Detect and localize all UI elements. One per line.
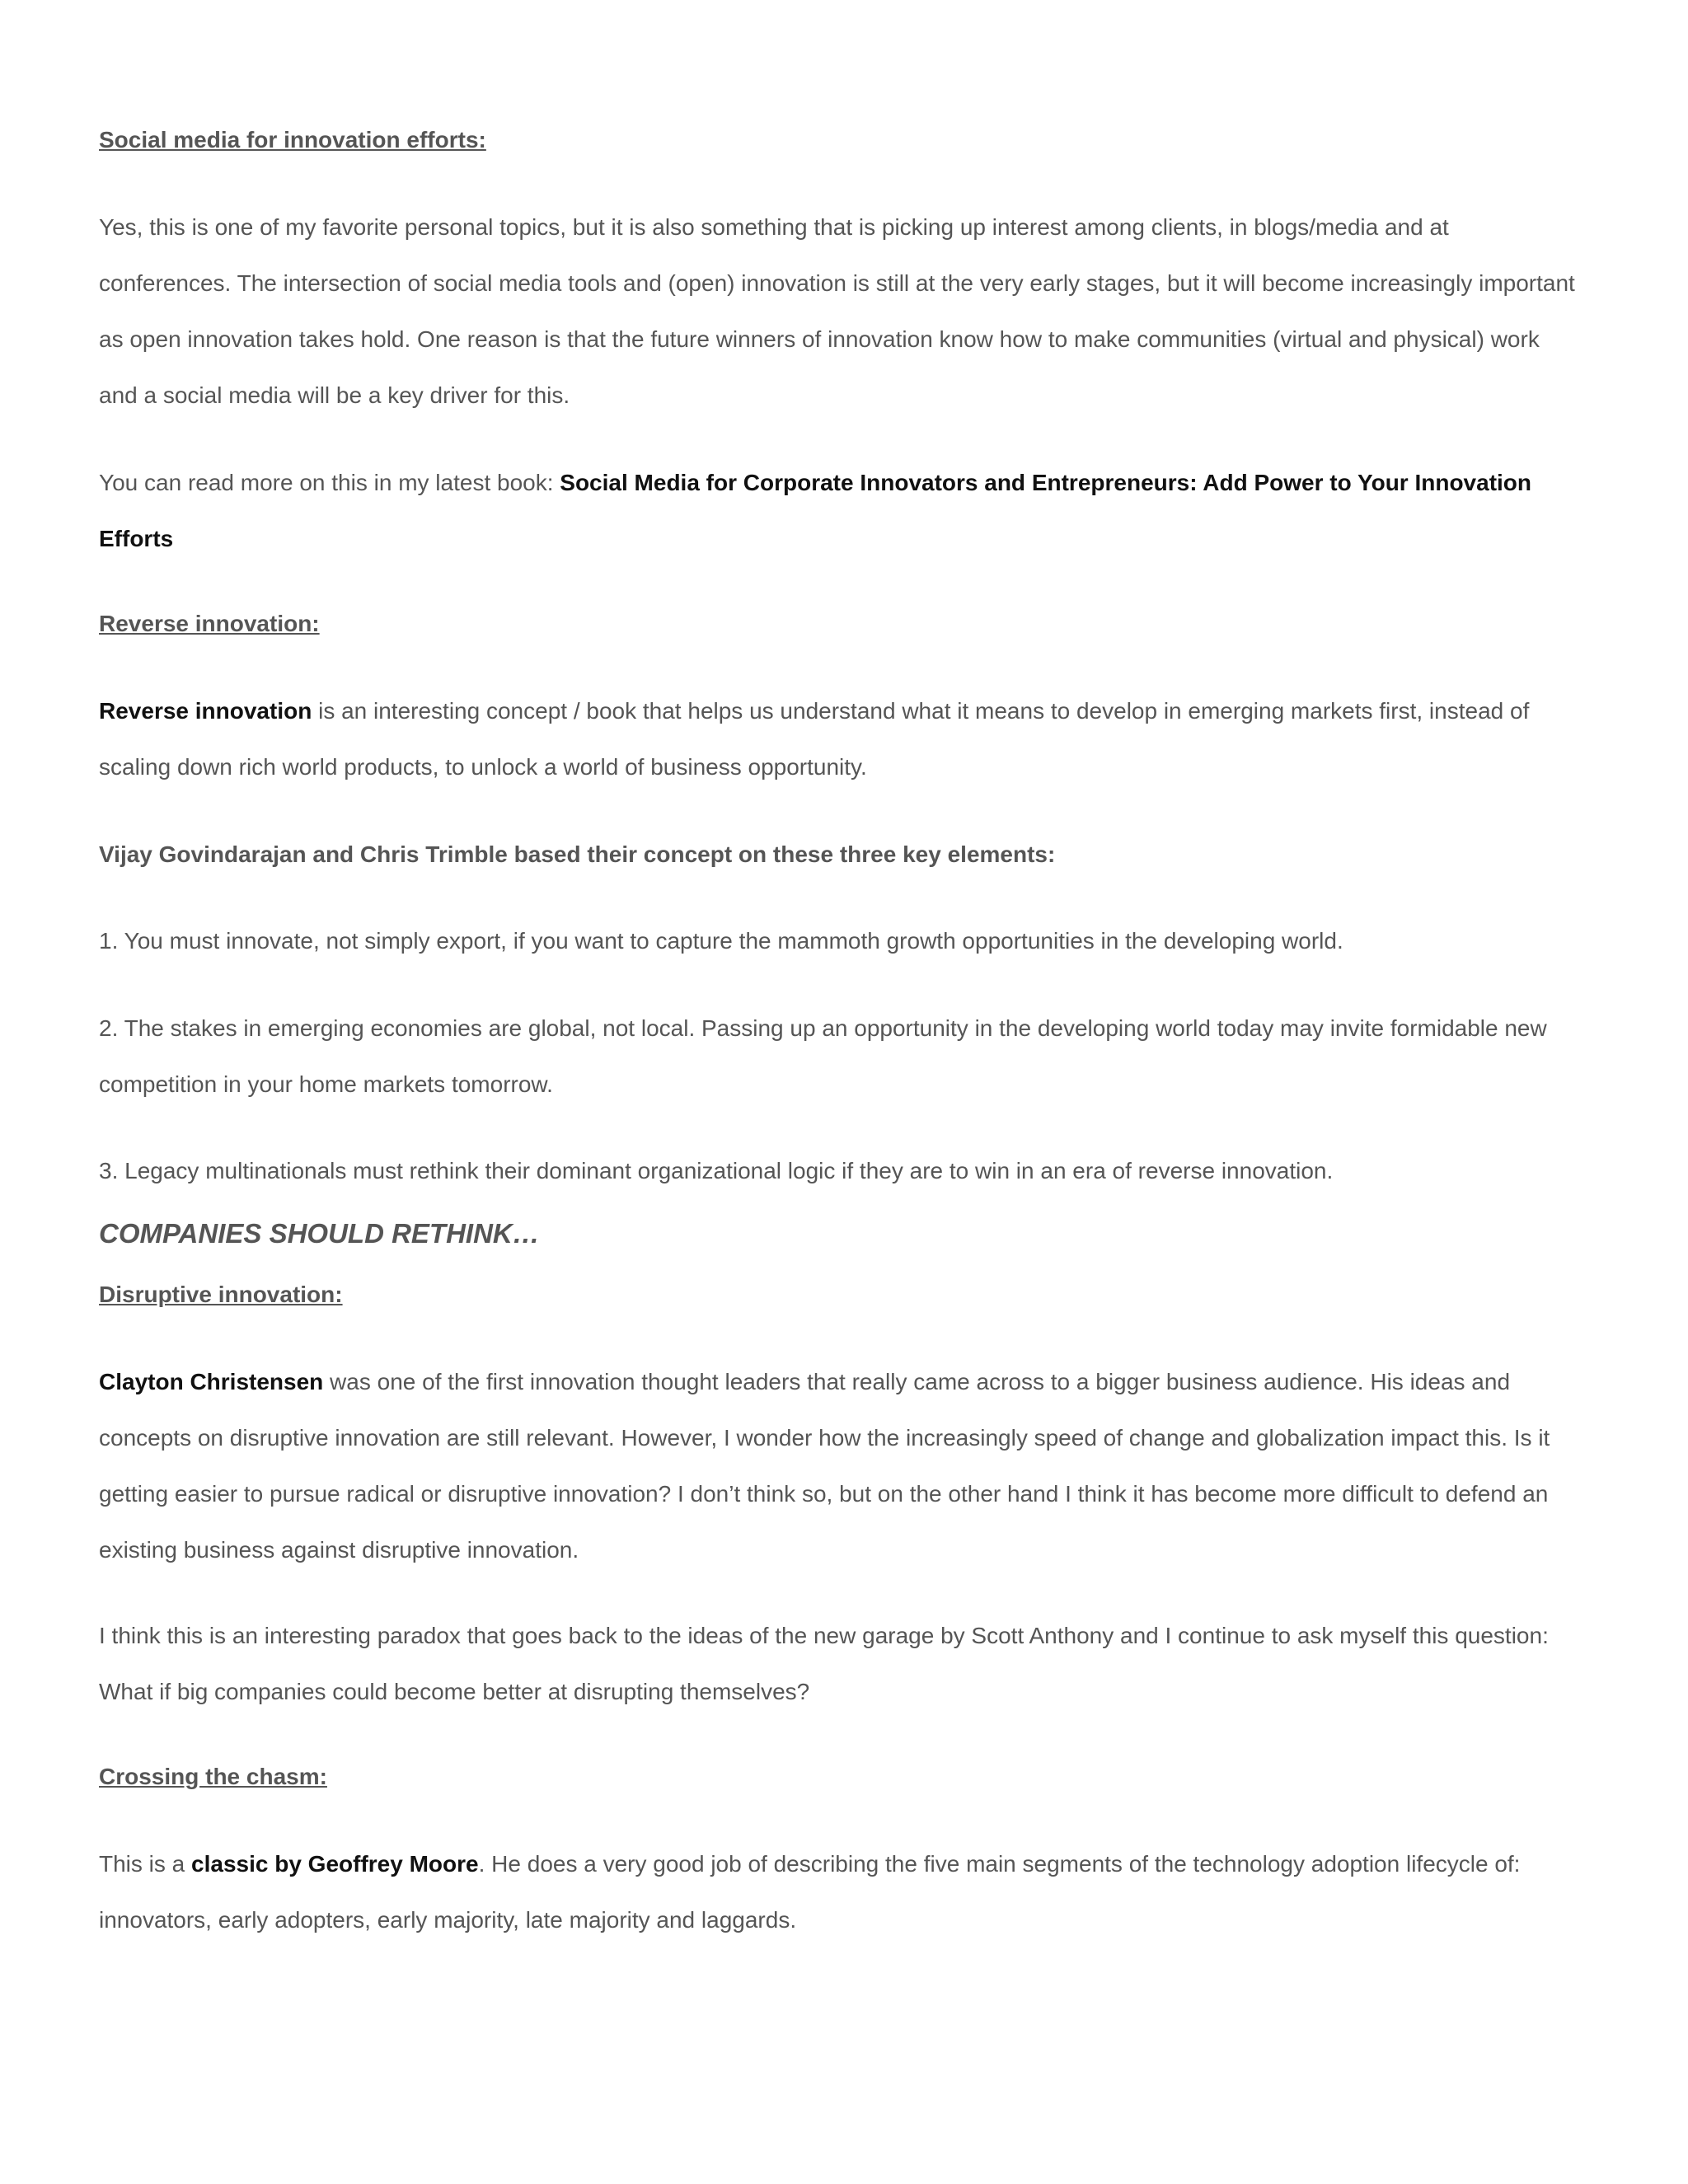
key-elements-intro: Vijay Govindarajan and Chris Trimble based their concept on these three key elements:: [99, 841, 1056, 867]
paragraph-reverse-innovation: [99, 683, 1582, 795]
chasm-prefix: This is a: [99, 1851, 192, 1877]
latest-book-prefix: You can read more on this in my latest book:: [99, 470, 560, 495]
reverse-innovation-text: is an interesting concept / book that helps us understand what it means to develop in emerging markets first, instead of scaling down rich world products, to unlock a world of business opportunity.: [99, 698, 1530, 780]
geoffrey-moore-classic: classic by Geoffrey Moore: [191, 1851, 479, 1877]
book-title: Social Media for Corporate Innovators and Entrepreneurs: Add Power to Your Innovation Efforts: [99, 470, 1532, 551]
reverse-innovation-term: Reverse innovation: [99, 698, 312, 724]
key-element-3: 3. Legacy multinationals must rethink their dominant organizational logic if they are to win in an era of reverse innovation.: [99, 1158, 1334, 1183]
section-heading-disruptive-innovation: Disruptive innovation:: [99, 1282, 343, 1307]
section-heading-reverse-innovation: Reverse innovation:: [99, 611, 320, 636]
chasm-text: . He does a very good job of describing the five main segments of the technology adoption lifecycle of: innovators, early adopters, early majority, late majority and laggards.: [99, 1851, 1521, 1933]
paragraph-latest-book: [99, 455, 1582, 567]
paragraph-paradox: I think this is an interesting paradox that goes back to the ideas of the new garage by Scott Anthony and I continue to ask myself this question: What if big companies could become better at disrupting themselves?: [99, 1623, 1549, 1704]
key-element-1: 1. You must innovate, not simply export, if you want to capture the mammoth growth opportunities in the developing world.: [99, 928, 1343, 954]
paragraph-disruptive-innovation: [99, 1354, 1582, 1578]
clayton-christensen-name: Clayton Christensen: [99, 1369, 324, 1394]
paragraph-social-media-intro: Yes, this is one of my favorite personal topics, but it is also something that is picking up interest among clients, in blogs/media and at conferences. The intersection of social media tools and (open) innovation is still at the very early stages, but it will become increasingly important as open innovation takes hold. One reason is that the future winners of innovation know how to make communities (virtual and physical) work and a social media will be a key driver for this.: [99, 214, 1575, 408]
section-heading-crossing-the-chasm: Crossing the chasm:: [99, 1764, 327, 1789]
paragraph-crossing-the-chasm: [99, 1836, 1582, 1948]
disruptive-innovation-text: was one of the first innovation thought leaders that really came across to a bigger business audience. His ideas and concepts on disruptive innovation are still relevant. However, I wonder how the increasingly speed of change and globalization impact this. Is it getting easier to pursue radical or disruptive innovation? I don’t think so, but on the other hand I think it has become more difficult to defend an existing business against disruptive innovation.: [99, 1369, 1550, 1563]
section-heading-social-media: Social media for innovation efforts:: [99, 127, 486, 152]
companies-should-rethink-heading: COMPANIES SHOULD RETHINK…: [99, 1218, 540, 1249]
key-element-2: 2. The stakes in emerging economies are global, not local. Passing up an opportunity in the developing world today may invite formidable new competition in your home markets tomorrow.: [99, 1015, 1547, 1097]
